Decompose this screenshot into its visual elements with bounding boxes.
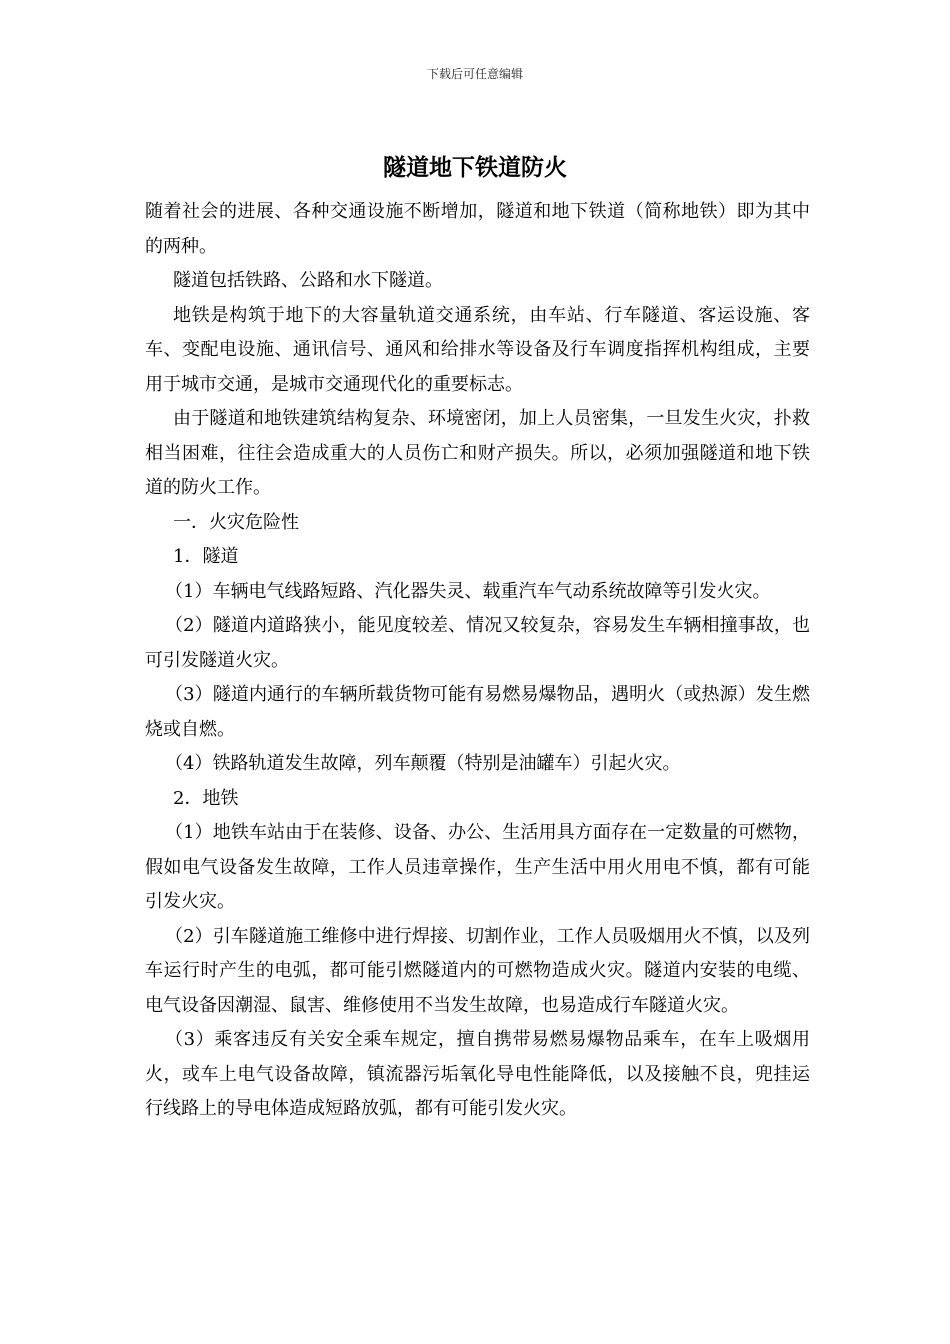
list-item-metro-2: （2）引车隧道施工维修中进行焊接、切割作业，工作人员吸烟用火不慎，以及列车运行时产生的电弧，都可能引燃隧道内的可燃物造成火灾。隧道内安装的电缆、电气设备因潮湿、鼠害、维修使用不当发生故障，也易造成行车隧道火灾。: [145, 925, 810, 1016]
page-header-note: 下载后可任意编辑: [426, 67, 523, 81]
list-item-tunnel-1: （1）车辆电气线路短路、汽化器失灵、载重汽车气动系统故障等引发火灾。: [165, 580, 771, 602]
subsection-heading-tunnel: 1．隧道: [173, 546, 239, 567]
document-title: 隧道地下铁道防火: [383, 154, 567, 181]
document-body: [145, 195, 810, 1127]
paragraph-intro: 随着社会的进展、各种交通设施不断增加，隧道和地下铁道（简称地铁）即为其中的两种。: [145, 201, 810, 257]
paragraph-tunnel-types: 隧道包括铁路、公路和水下隧道。: [173, 270, 443, 291]
list-item-tunnel-4: （4）铁路轨道发生故障，列车颠覆（特别是油罐车）引起火灾。: [165, 753, 681, 774]
list-item-metro-1: （1）地铁车站由于在装修、设备、办公、生活用具方面存在一定数量的可燃物，假如电气设备发生故障，工作人员违章操作，生产生活中用火用电不慎，都有可能引发火灾。: [145, 822, 810, 912]
subsection-heading-metro: 2．地铁: [173, 787, 239, 809]
paragraph-fire-risk-summary: 由于隧道和地铁建筑结构复杂、环境密闭，加上人员密集，一旦发生火灾，扑救相当困难，往往会造成重大的人员伤亡和财产损失。所以，必须加强隧道和地下铁道的防火工作。: [145, 408, 810, 498]
paragraph-metro-definition: 地铁是构筑于地下的大容量轨道交通系统，由车站、行车隧道、客运设施、客车、变配电设施、通讯信号、通风和给排水等设备及行车调度指挥机构组成，主要用于城市交通，是城市交通现代化的重要标志。: [145, 304, 810, 395]
list-item-tunnel-2: （2）隧道内道路狭小，能见度较差、情况又较复杂，容易发生车辆相撞事故，也可引发隧道火灾。: [145, 615, 810, 671]
section-heading-fire-hazard: 一．火灾危险性: [173, 511, 299, 533]
list-item-metro-3: （3）乘客违反有关安全乘车规定，擅自携带易燃易爆物品乘车，在车上吸烟用火，或车上电气设备故障，镇流器污垢氧化导电性能降低，以及接触不良，兜挂运行线路上的导电体造成短路放弧，都有可能引发火灾。: [145, 1029, 810, 1119]
list-item-tunnel-3: （3）隧道内通行的车辆所载货物可能有易燃易爆物品，遇明火（或热源）发生燃烧或自燃。: [145, 684, 810, 740]
